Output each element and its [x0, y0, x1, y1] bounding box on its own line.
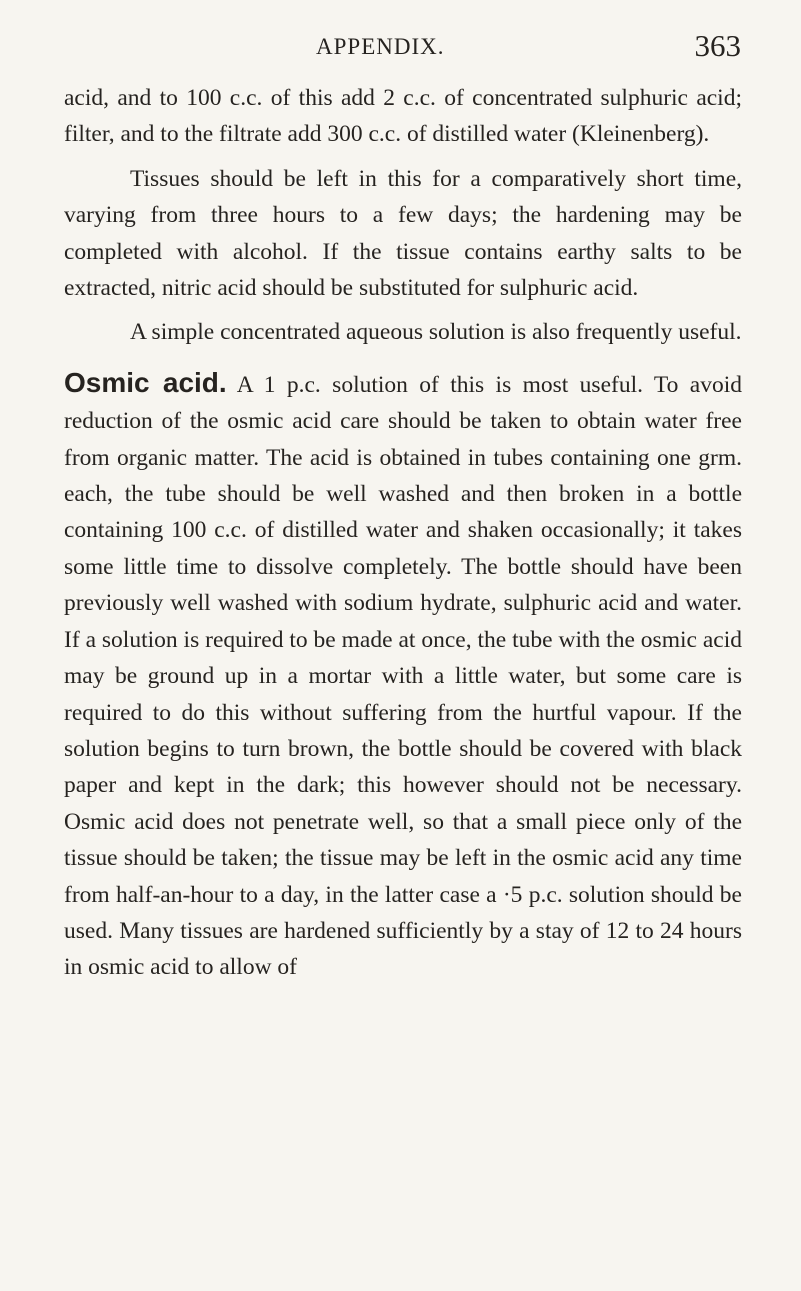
osmic-acid-text: A 1 p.c. solution of this is most useful. To avoid reduction of the osmic acid care should be taken to obtain water free from organic matter. The acid is obtained in tubes containing one grm. each, the tube should be well washed and then broken in a bottle containing 100 c.c. of distilled water and shaken occasionally; it takes some little time to dissolve completely. The bottle should have been previously well washed with sodium hydrate, sulphuric acid and water. If a solution is required to be made at once, the tube with the osmic acid may be ground up in a mortar with a little water, but some care is required to do this without suffering from the hurtful vapour. If the solution begins to turn brown, the bottle should be covered with black paper and kept in the dark; this however should not be necessary. Osmic acid does not penetrate well, so that a small piece only of the tissue should be taken; the tissue may be left in the osmic acid any time from half-an-hour to a day, in the latter case a ·5 p.c. solution should be used. Many tissues are hardened sufficiently by a stay of 12 to 24 hours in osmic acid to allow of: [64, 371, 742, 981]
paragraph-continued: acid, and to 100 c.c. of this add 2 c.c. of concentrated sulphuric acid; filter, and to the filtrate add 300 c.c. of distilled water (Kleinenberg).: [64, 85, 742, 148]
paragraph-simple-solution: A simple concentrated aqueous solution is also frequently useful.: [130, 319, 742, 346]
osmic-acid-paragraph: [64, 365, 742, 986]
section-heading-osmic-acid: Osmic acid.: [64, 366, 227, 398]
body-text: [64, 80, 742, 986]
running-head: [0, 28, 801, 68]
page-number: 363: [694, 28, 741, 63]
paragraph-tissues: Tissues should be left in this for a comparatively short time, varying from three hours to a few days; the hardening may be completed with alcohol. If the tissue contains earthy salts to be extracted, nitric acid should be substituted for sulphuric acid.: [64, 165, 742, 302]
running-head-title: APPENDIX.: [316, 34, 445, 59]
